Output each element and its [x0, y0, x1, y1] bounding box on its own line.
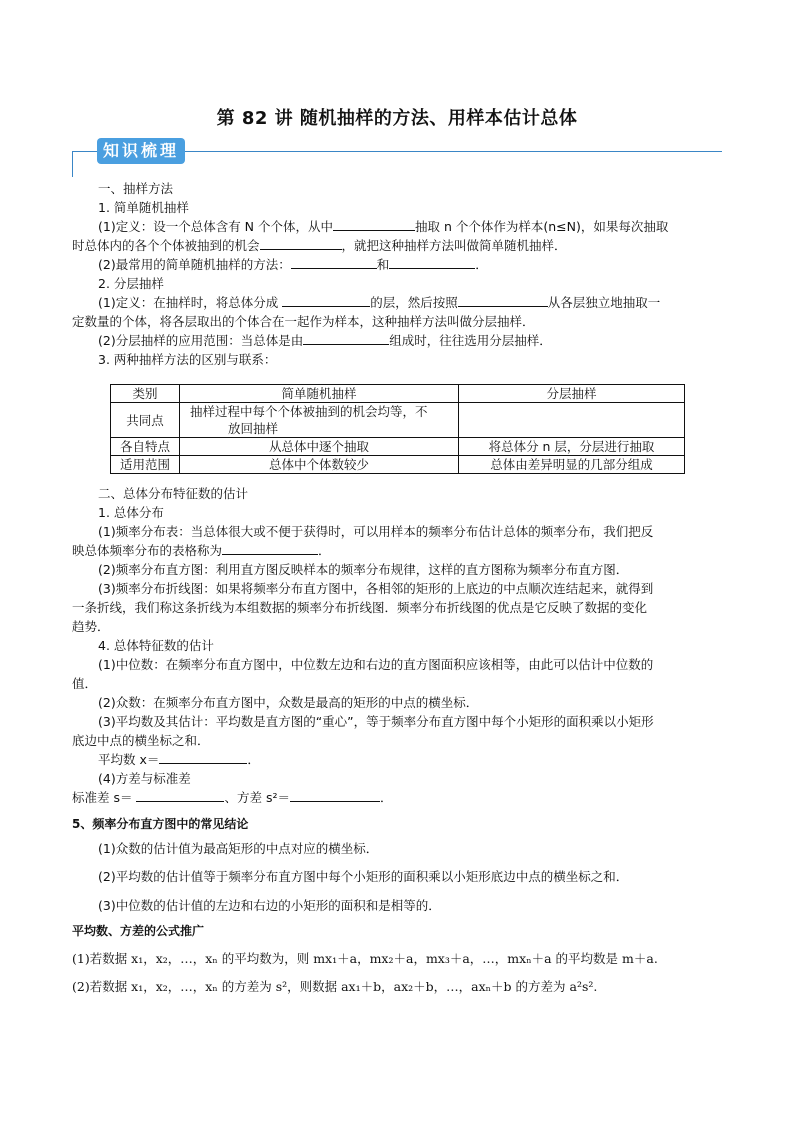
s2-h4: 4. 总体特征数的估计 — [98, 638, 214, 653]
s2-p7b: ． — [247, 752, 260, 767]
blank — [136, 789, 224, 802]
blank — [458, 294, 548, 307]
s1-p2a: (2)最常用的简单随机抽样的方法： — [98, 257, 291, 272]
blank — [291, 256, 377, 269]
s2-p3b: 一条折线，我们称这条折线为本组数据的频率分布折线图．频率分布折线图的优点是它反映了数据的变化 — [72, 600, 648, 615]
s2-p8: (4)方差与标准差 — [98, 771, 191, 786]
s2-p4a: (1)中位数：在频率分布直方图中，中位数左边和右边的直方图面积应该相等，由此可以估计中位数的 — [98, 657, 654, 672]
s5-p3: (3)中位数的估计值的左边和右边的小矩形的面积和是相等的． — [98, 898, 441, 913]
table-row — [111, 438, 685, 456]
s1-p1-line2 — [72, 237, 567, 255]
s1-p1b: 抽取 n 个个体作为样本(n≤N)，如果每次抽取 — [415, 219, 669, 234]
table-cell: 总体由差异明显的几部分组成 — [459, 456, 685, 474]
s1-h2: 2. 分层抽样 — [98, 276, 164, 291]
s1-p3d: 定数量的个体，将各层取出的个体合在一起作为样本，这种抽样方法叫做分层抽样． — [72, 314, 535, 329]
table-header-row — [111, 385, 685, 403]
table-header: 分层抽样 — [459, 385, 685, 403]
s5-p1: (1)众数的估计值为最高矩形的中点对应的横坐标． — [98, 841, 379, 856]
table-cell — [459, 403, 685, 438]
table-row — [111, 403, 685, 438]
table-cell: 总体中个体数较少 — [180, 456, 459, 474]
s2-p9c: ． — [379, 790, 393, 805]
s2-p6a: (3)平均数及其估计：平均数是直方图的“重心”，等于频率分布直方图中每个小矩形的面积乘以小矩形 — [98, 714, 654, 729]
table-cell — [180, 403, 459, 438]
table-row — [111, 456, 685, 474]
s1-p1c: 时总体内的各个个体被抽到的机会 — [72, 238, 260, 253]
blank — [303, 332, 389, 345]
table-cell: 将总体分 n 层，分层进行抽取 — [459, 438, 685, 456]
s1-heading: 一、抽样方法 — [98, 181, 174, 196]
s2-p9a: 标准差 s＝ — [72, 790, 133, 805]
section-badge: 知识梳理 — [97, 138, 185, 164]
comparison-table — [110, 384, 685, 474]
table-header: 简单随机抽样 — [180, 385, 459, 403]
blank — [260, 237, 342, 250]
table-cell: 适用范围 — [111, 456, 180, 474]
blank — [290, 789, 380, 802]
table-cell: 共同点 — [111, 403, 180, 438]
s1-h1: 1. 简单随机抽样 — [98, 200, 189, 215]
s2-p1a: (1)频率分布表：当总体很大或不便于获得时，可以用样本的频率分布估计总体的频率分布，我们把反 — [98, 524, 654, 539]
s2-p3c: 趋势． — [72, 619, 110, 634]
blank — [159, 751, 247, 764]
s6-formula-2: (2)若数据 x₁，x₂，…，xₙ 的方差为 s²，则数据 ax₁＋b，ax₂＋b，…，axₙ＋b 的方差为 a²s². — [72, 979, 598, 994]
s1-p1-line1 — [98, 218, 668, 236]
s2-p3a: (3)频率分布折线图：如果将频率分布直方图中，各相邻的矩形的上底边的中点顺次连结起来，就得到 — [98, 581, 654, 596]
s6-heading: 平均数、方差的公式推广 — [72, 924, 205, 938]
s2-p6b: 底边中点的横坐标之和． — [72, 733, 210, 748]
s2-p7 — [98, 751, 260, 769]
s1-p2c: ． — [475, 257, 488, 272]
s2-heading: 二、总体分布特征数的估计 — [98, 486, 249, 501]
s2-p5: (2)众数：在频率分布直方图中，众数是最高的矩形的中点的横坐标． — [98, 695, 479, 710]
s2-p9b: 、方差 s²＝ — [224, 790, 290, 805]
s1-p1a: (1)定义：设一个总体含有 N 个个体，从中 — [98, 219, 334, 234]
s2-p1c: ． — [318, 543, 331, 558]
s1-p4a: (2)分层抽样的应用范围：当总体是由 — [98, 333, 304, 348]
s1-p3c: 从各层独立地抽取一 — [547, 295, 661, 310]
blank — [389, 256, 475, 269]
section-header — [72, 138, 722, 178]
cell-line: 放回抽样 — [228, 421, 279, 436]
header-bracket — [72, 151, 73, 177]
page-title: 第 82 讲 随机抽样的方法、用样本估计总体 — [216, 108, 578, 129]
blank — [282, 294, 370, 307]
s2-h1: 1. 总体分布 — [98, 505, 164, 520]
s1-p3a: (1)定义：在抽样时，将总体分成 — [98, 295, 279, 310]
s2-p1-line2 — [72, 542, 331, 560]
s2-p4b: 值． — [72, 676, 98, 691]
s1-p2b: 和 — [376, 257, 390, 272]
s2-p9 — [72, 789, 393, 807]
s2-p2: (2)频率分布直方图：利用直方图反映样本的频率分布规律，这样的直方图称为频率分布直方图． — [98, 562, 629, 577]
blank — [333, 218, 415, 231]
s1-p4 — [98, 332, 552, 350]
blank — [222, 542, 318, 555]
s2-p7a: 平均数 x＝ — [98, 752, 160, 767]
s2-p1b: 映总体频率分布的表格称为 — [72, 543, 223, 558]
s1-p4b: 组成时，往往选用分层抽样． — [389, 333, 552, 348]
s1-h3: 3. 两种抽样方法的区别与联系： — [98, 352, 277, 367]
s5-heading: 5、频率分布直方图中的常见结论 — [72, 817, 249, 831]
s1-p2 — [98, 256, 488, 274]
table-cell: 各自特点 — [111, 438, 180, 456]
s1-p1d: ，就把这种抽样方法叫做简单随机抽样． — [341, 238, 567, 253]
s6-formula-1: (1)若数据 x₁，x₂，…，xₙ 的平均数为，则 mx₁＋a，mx₂＋a，mx₃＋a，…，mxₙ＋a 的平均数是 m＋a. — [72, 951, 658, 966]
table-header: 类别 — [111, 385, 180, 403]
table-cell: 从总体中逐个抽取 — [180, 438, 459, 456]
s5-p2: (2)平均数的估计值等于频率分布直方图中每个小矩形的面积乘以小矩形底边中点的横坐标之和． — [98, 869, 629, 884]
cell-line: 抽样过程中每个个体被抽到的机会均等，不 — [190, 404, 428, 419]
s1-p3b: 的层，然后按照 — [370, 295, 458, 310]
s1-p3-line1 — [98, 294, 660, 312]
